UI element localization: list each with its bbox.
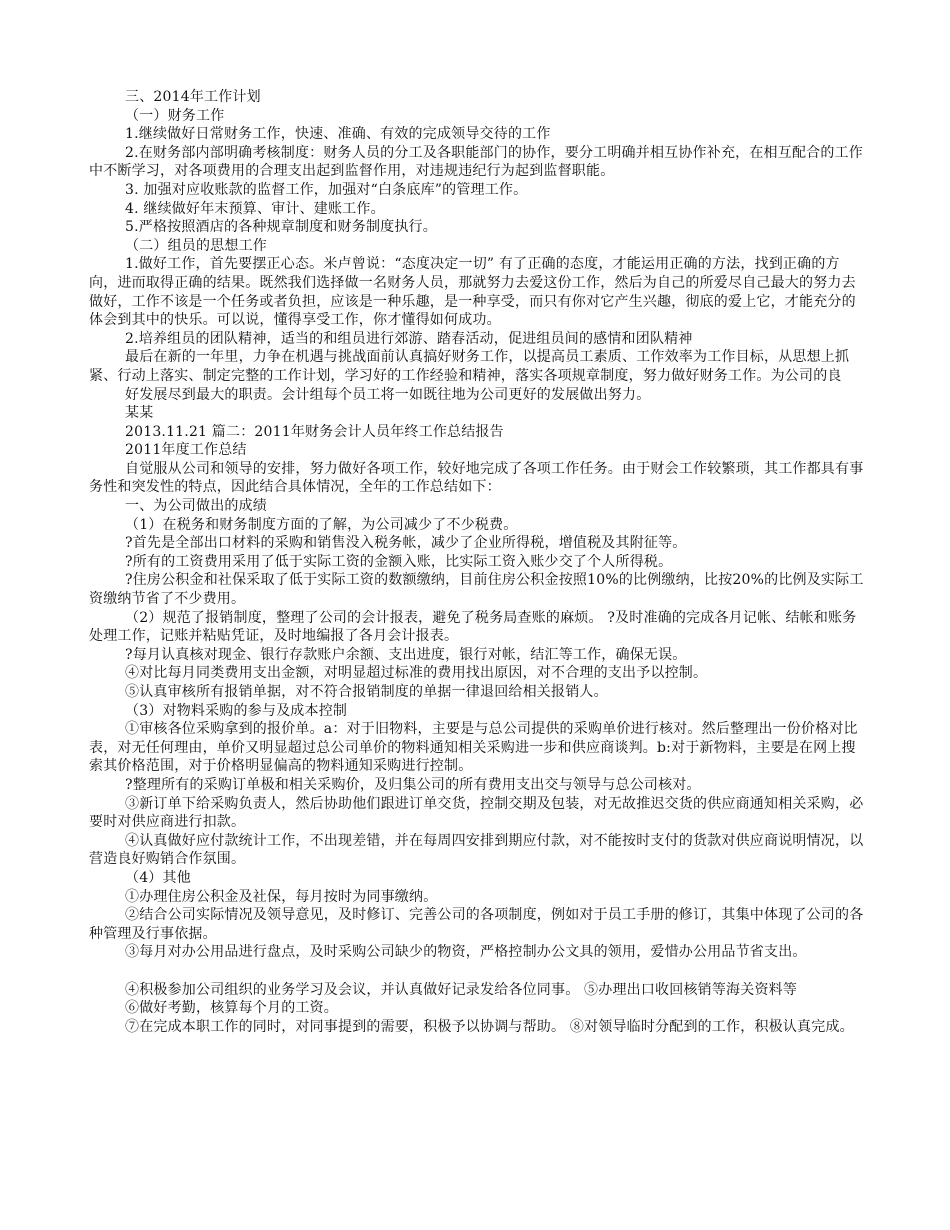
subheading-team-thinking: （二）组员的思想工作 [125,237,267,254]
list-item: ?整理所有的采购订单极和相关采购价，及归集公司的所有费用支出交与领导与总公司核对。 [125,776,701,793]
list-item: ⑦在完成本职工作的同时，对同事提到的需要，积极予以协调与帮助。 ⑧对领导临时分配到的工作，积极认真完成。 [125,1018,854,1035]
list-item: ?每月认真核对现金、银行存款账户余额、支出进度，银行对帐，结汇等工作，确保无误。 [125,646,687,663]
section-heading-achievements: 一、为公司做出的成绩 [125,498,267,515]
list-item: ④积极参加公司组织的业务学习及会议，并认真做好记录发给各位同事。 ⑤办理出口收回核销等海关资料等 [125,981,798,998]
date-and-part-two-title: 2013.11.21 篇二：2011年财务会计人员年终工作总结报告 [125,423,504,440]
paragraph: 4. 继续做好年末预算、审计、建账工作。 [125,200,385,217]
list-item: ②结合公司实际情况及领导意见，及时修订、完善公司的各项制度，例如对于员工手册的修订，其集中体现了公司的各种管理及行事依据。 [89,907,864,942]
subheading-finance-work: （一）财务工作 [125,107,225,124]
paragraph: 好发展尽到最大的职责。会计组每个员工将一如既往地为公司更好的发展做出努力。 [125,386,651,403]
list-item: ③新订单下给采购负责人，然后协助他们跟进订单交货，控制交期及包装，对无故推迟交货的供应商通知相关采购，必要时对供应商进行扣款。 [89,795,864,831]
section-heading-2014-plan: 三、2014年工作计划 [125,89,261,105]
paragraph: 2.在财务部内部明确考核制度：财务人员的分工及各职能部门的协作，要分工明确并相互协作补充，在相互配合的工作中不断学习，对各项费用的合理支出起到监督作用，对违规违纪行为起到监督职能。 [89,144,863,180]
paragraph: 5.严格按照酒店的各种规章制度和财务制度执行。 [125,219,437,236]
subheading-other: （4）其他 [125,869,191,886]
list-item: ⑥做好考勤，核算每个月的工资。 [125,1000,338,1017]
subheading-procurement: （3）对物料采购的参与及成本控制 [125,702,348,719]
list-item: ?首先是全部出口材料的采购和销售没入税务帐，减少了企业所得税，增值税及其附征等。 [125,535,687,552]
paragraph: 2.培养组员的团队精神，适当的和组员进行郊游、踏春活动，促进组员间的感情和团队精神 [125,330,693,347]
paragraph: 1.继续做好日常财务工作，快速、准确、有效的完成领导交待的工作 [125,126,551,143]
subheading-tax: （1）在税务和财务制度方面的了解，为公司减少了不少税费。 [125,516,518,533]
list-item: ①办理住房公积金及社保，每月按时为同事缴纳。 [125,888,438,905]
list-item: ④对比每月同类费用支出金额，对明显超过标准的费用找出原因，对不合理的支出予以控制。 [125,665,708,682]
list-item: ?住房公积金和社保采取了低于实际工资的数额缴纳，目前住房公积金按照10%的比例缴纳，比按20%的比例及实际工资缴纳节省了不少费用。 [89,572,864,608]
blank-line [89,962,864,981]
list-item: ④认真做好应付款统计工作，不出现差错，并在每周四安排到期应付款，对不能按时支付的货款对供应商说明情况，以营造良好购销合作氛围。 [89,832,864,868]
list-item: ?所有的工资费用采用了低于实际工资的金额入账，比实际工资入账少交了个人所得税。 [125,553,673,570]
paragraph: 自觉服从公司和领导的安排，努力做好各项工作，较好地完成了各项工作任务。由于财会工作较繁琐，其工作都具有事务性和突发性的特点，因此结合具体情况，全年的工作总结如下： [89,460,864,496]
paragraph: 最后在新的一年里，力争在机遇与挑战面前认真搞好财务工作，以提高员工素质、工作效率为工作目标，从思想上抓紧、行动上落实、制定完整的工作计划，学习好的工作经验和精神，落实各项规章制度，努力做好财务工作。为公司的良 [89,349,850,384]
list-item: ⑤认真审核所有报销单据，对不符合报销制度的单据一律退回给相关报销人。 [125,684,608,700]
list-item: ①审核各位采购拿到的报价单。a：对于旧物料，主要是与总公司提供的采购单价进行核对。然后整理出一份价格对比表，对无任何理由，单价又明显超过总公司单价的物料通知相关采购进一步和供应商谈判。b:对于新物料，主要是在网上搜索其价格范围，对于价格明显偏高的物料通知采购进行控制。 [89,721,858,775]
signature-name: 某某 [125,405,154,422]
heading-annual-summary: 2011年度工作总结 [125,442,247,459]
subheading-reimbursement: （2）规范了报销制度，整理了公司的会计报表，避免了税务局查账的麻烦。 ?及时准确的完成各月记帐、结帐和账务处理工作，记账并粘贴凭证，及时地编报了各月会计报表。 [89,609,857,645]
list-item: ③每月对办公用品进行盘点，及时采购公司缺少的物资，严格控制办公文具的领用，爱惜办公用品节省支出。 [125,944,807,961]
document-page [89,88,864,1036]
paragraph: 3. 加强对应收账款的监督工作，加强对“白条底库”的管理工作。 [125,181,528,198]
paragraph: 1.做好工作，首先要摆正心态。米卢曾说：“态度决定一切” 有了正确的态度，才能运用正确的方法，找到正确的方向，进而取得正确的结果。既然我们选择做一名财务人员，那就努力去爱这份工作，然后为自己的所爱尽自己最大的努力去做好，工作不该是一个任务或者负担，应该是一种乐趣，是一种享受，而只有你对它产生兴趣，彻底的爱上它，才能充分的体会到其中的快乐。可以说，懂得享受工作，你才懂得如何成功。 [89,256,856,329]
